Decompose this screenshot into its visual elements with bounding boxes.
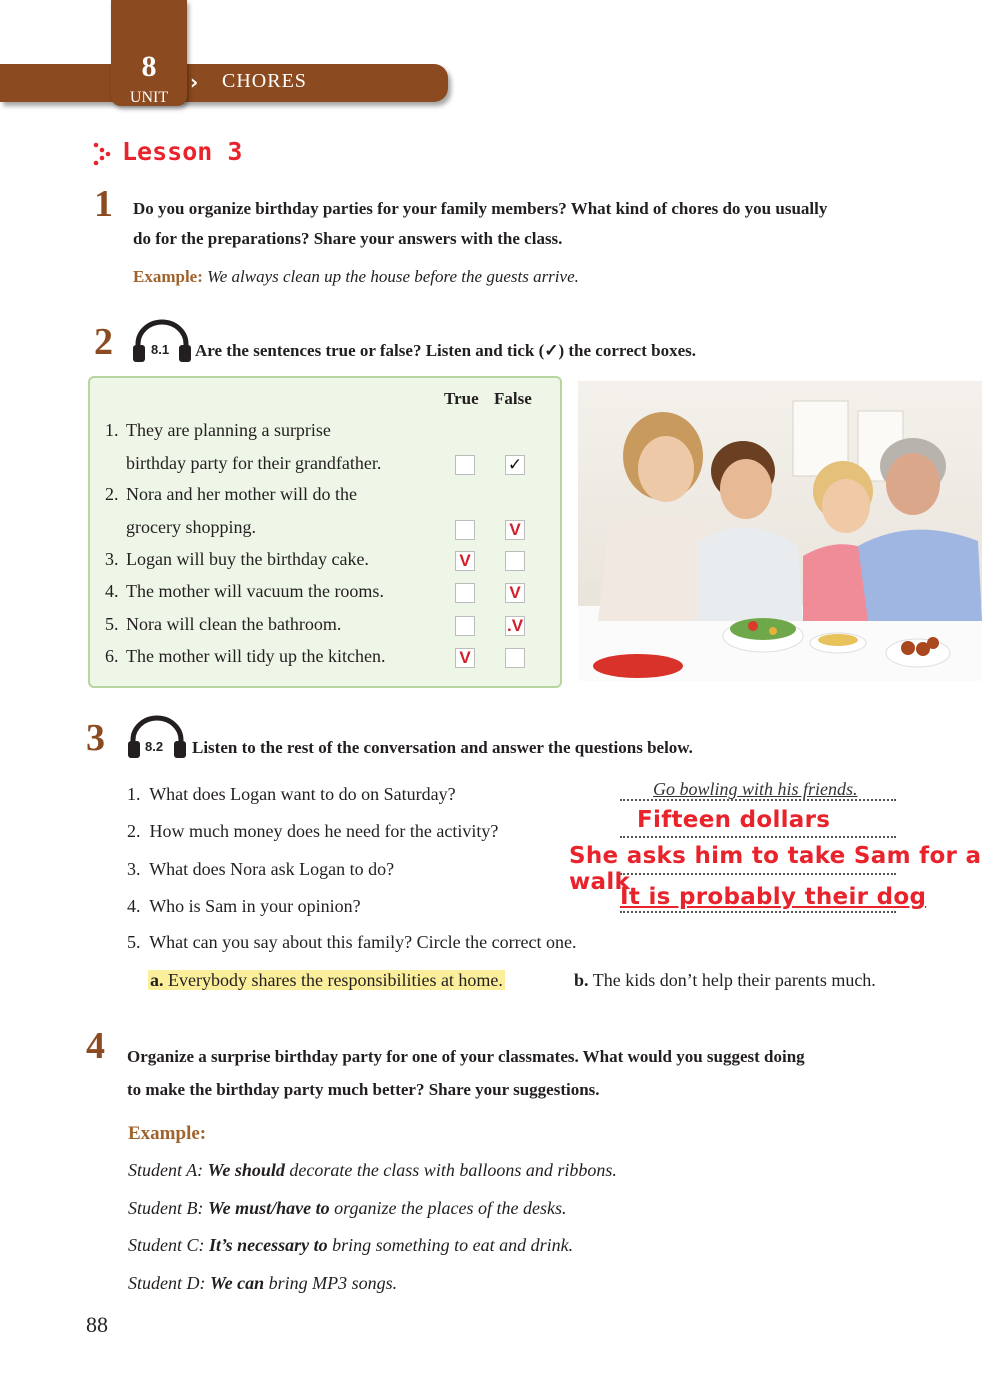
tick-mark: .V (506, 616, 524, 635)
family-dinner-photo (578, 381, 982, 681)
audio-track-code: 8.2 (145, 739, 164, 754)
task-4-example-label: Example: (128, 1123, 207, 1144)
task-1-instruction (133, 194, 913, 254)
option-a-highlight (148, 970, 505, 990)
col-false-header: False (494, 389, 532, 408)
question-3 (127, 859, 394, 880)
statement-number: 6. (105, 646, 119, 666)
lesson-title: Lesson 3 (122, 137, 243, 166)
false-checkbox[interactable] (505, 648, 525, 668)
phrase-rest: bring MP3 songs. (268, 1273, 398, 1293)
key-phrase: We can (209, 1273, 265, 1293)
tick-mark: V (509, 583, 521, 602)
answer-2: Fifteen dollars (637, 807, 831, 833)
statement-number: 3. (105, 549, 119, 569)
task-2-number: 2 (94, 321, 113, 363)
answer-line-2[interactable] (620, 836, 896, 838)
unit-label: UNIT (129, 89, 169, 106)
true-checkbox[interactable] (455, 648, 475, 668)
true-checkbox[interactable] (455, 455, 475, 475)
statement-text: Nora and her mother will do the (126, 484, 357, 504)
student-line-d (128, 1273, 397, 1294)
checkmark-icon: ✓ (507, 455, 523, 475)
statement-number: 1. (105, 420, 119, 440)
question-5 (127, 932, 577, 953)
question-number: 1. (127, 784, 141, 804)
true-checkbox[interactable] (455, 520, 475, 540)
question-text: What does Nora ask Logan to do? (149, 859, 395, 879)
true-checkbox[interactable] (455, 551, 475, 571)
col-true-header: True (444, 389, 479, 408)
audio-track-code: 8.1 (151, 342, 170, 357)
statement-number: 2. (105, 484, 119, 504)
option-text: The kids don’t help their parents much. (592, 970, 876, 990)
false-checkbox[interactable] (505, 455, 525, 475)
statement-text: Nora will clean the bathroom. (126, 614, 342, 634)
example-text: We always clean up the house before the guests arrive. (207, 267, 579, 286)
option-b[interactable] (574, 970, 876, 991)
unit-title: CHORES (222, 70, 307, 92)
false-checkbox[interactable] (505, 520, 525, 540)
statement-text: The mother will tidy up the kitchen. (126, 646, 386, 666)
task-2-instruction: Are the sentences true or false? Listen and tick (✓) the correct boxes. (195, 341, 697, 360)
question-text: What can you say about this family? Circle the correct one. (149, 932, 577, 952)
statement-text: birthday party for their grandfather. (126, 453, 382, 473)
task-1-example (133, 267, 579, 287)
key-phrase: We should (207, 1160, 285, 1180)
question-text: How much money does he need for the activity? (149, 821, 499, 841)
student-line-c (128, 1235, 573, 1256)
speaker: Student D: (128, 1273, 206, 1293)
statement-number: 5. (105, 614, 119, 634)
tick-mark: V (459, 551, 471, 570)
student-line-a (128, 1160, 617, 1181)
statement-text: grocery shopping. (126, 517, 256, 537)
question-text: Who is Sam in your opinion? (149, 896, 361, 916)
phrase-rest: organize the places of the desks. (334, 1198, 567, 1218)
option-a[interactable] (148, 970, 505, 991)
statement-text: The mother will vacuum the rooms. (126, 581, 384, 601)
chevron-right-icon: › (190, 70, 199, 94)
answer-line-4[interactable] (620, 911, 896, 913)
statement-text: Logan will buy the birthday cake. (126, 549, 369, 569)
option-label: a. (150, 970, 164, 990)
statement-text: They are planning a surprise (126, 420, 331, 440)
task-4-instruction-line2: to make the birthday party much better? Share your suggestions. (127, 1080, 600, 1099)
question-1 (127, 784, 456, 805)
true-checkbox[interactable] (455, 583, 475, 603)
option-label: b. (574, 970, 589, 990)
page-number: 88 (86, 1312, 108, 1337)
task-4-instruction-line1: Organize a surprise birthday party for one of your classmates. What would you suggest doing (127, 1047, 805, 1066)
unit-number: 8 (141, 50, 157, 83)
headphones-icon[interactable] (132, 318, 192, 364)
question-text: What does Logan want to do on Saturday? (149, 784, 456, 804)
answer-3: She asks him to take Sam for a walk (569, 843, 982, 895)
task-1-number: 1 (94, 183, 113, 225)
key-phrase: We must/have to (207, 1198, 330, 1218)
speaker: Student A: (128, 1160, 204, 1180)
question-number: 5. (127, 932, 141, 952)
task-1-instruction-line1: Do you organize birthday parties for your family members? What kind of chores do you usually (133, 199, 828, 218)
task-3-number: 3 (86, 717, 105, 759)
question-number: 3. (127, 859, 141, 879)
task-4-number: 4 (86, 1025, 105, 1067)
phrase-rest: decorate the class with balloons and ribbons. (289, 1160, 617, 1180)
option-text: Everybody shares the responsibilities at home. (168, 970, 503, 990)
question-4 (127, 896, 361, 917)
unit-tab (111, 0, 187, 106)
student-line-b (128, 1198, 566, 1219)
key-phrase: It’s necessary to (209, 1235, 328, 1255)
phrase-rest: bring something to eat and drink. (332, 1235, 574, 1255)
false-checkbox[interactable] (505, 616, 525, 636)
task-3-instruction: Listen to the rest of the conversation and answer the questions below. (192, 738, 693, 757)
speaker: Student B: (128, 1198, 204, 1218)
true-checkbox[interactable] (455, 616, 475, 636)
speaker: Student C: (128, 1235, 205, 1255)
tick-mark: V (459, 648, 471, 667)
answer-4: It is probably their dog (620, 884, 927, 910)
false-checkbox[interactable] (505, 583, 525, 603)
dots-arrow-icon (92, 141, 116, 167)
question-number: 2. (127, 821, 141, 841)
task-1-instruction-line2: do for the preparations? Share your answers with the class. (133, 229, 563, 248)
tick-mark: V (509, 520, 521, 539)
example-label: Example: (133, 267, 203, 286)
answer-1: Go bowling with his friends. (653, 779, 858, 799)
question-number: 4. (127, 896, 141, 916)
statement-number: 4. (105, 581, 119, 601)
task-4-instruction (127, 1040, 927, 1106)
question-2 (127, 821, 498, 842)
false-checkbox[interactable] (505, 551, 525, 571)
